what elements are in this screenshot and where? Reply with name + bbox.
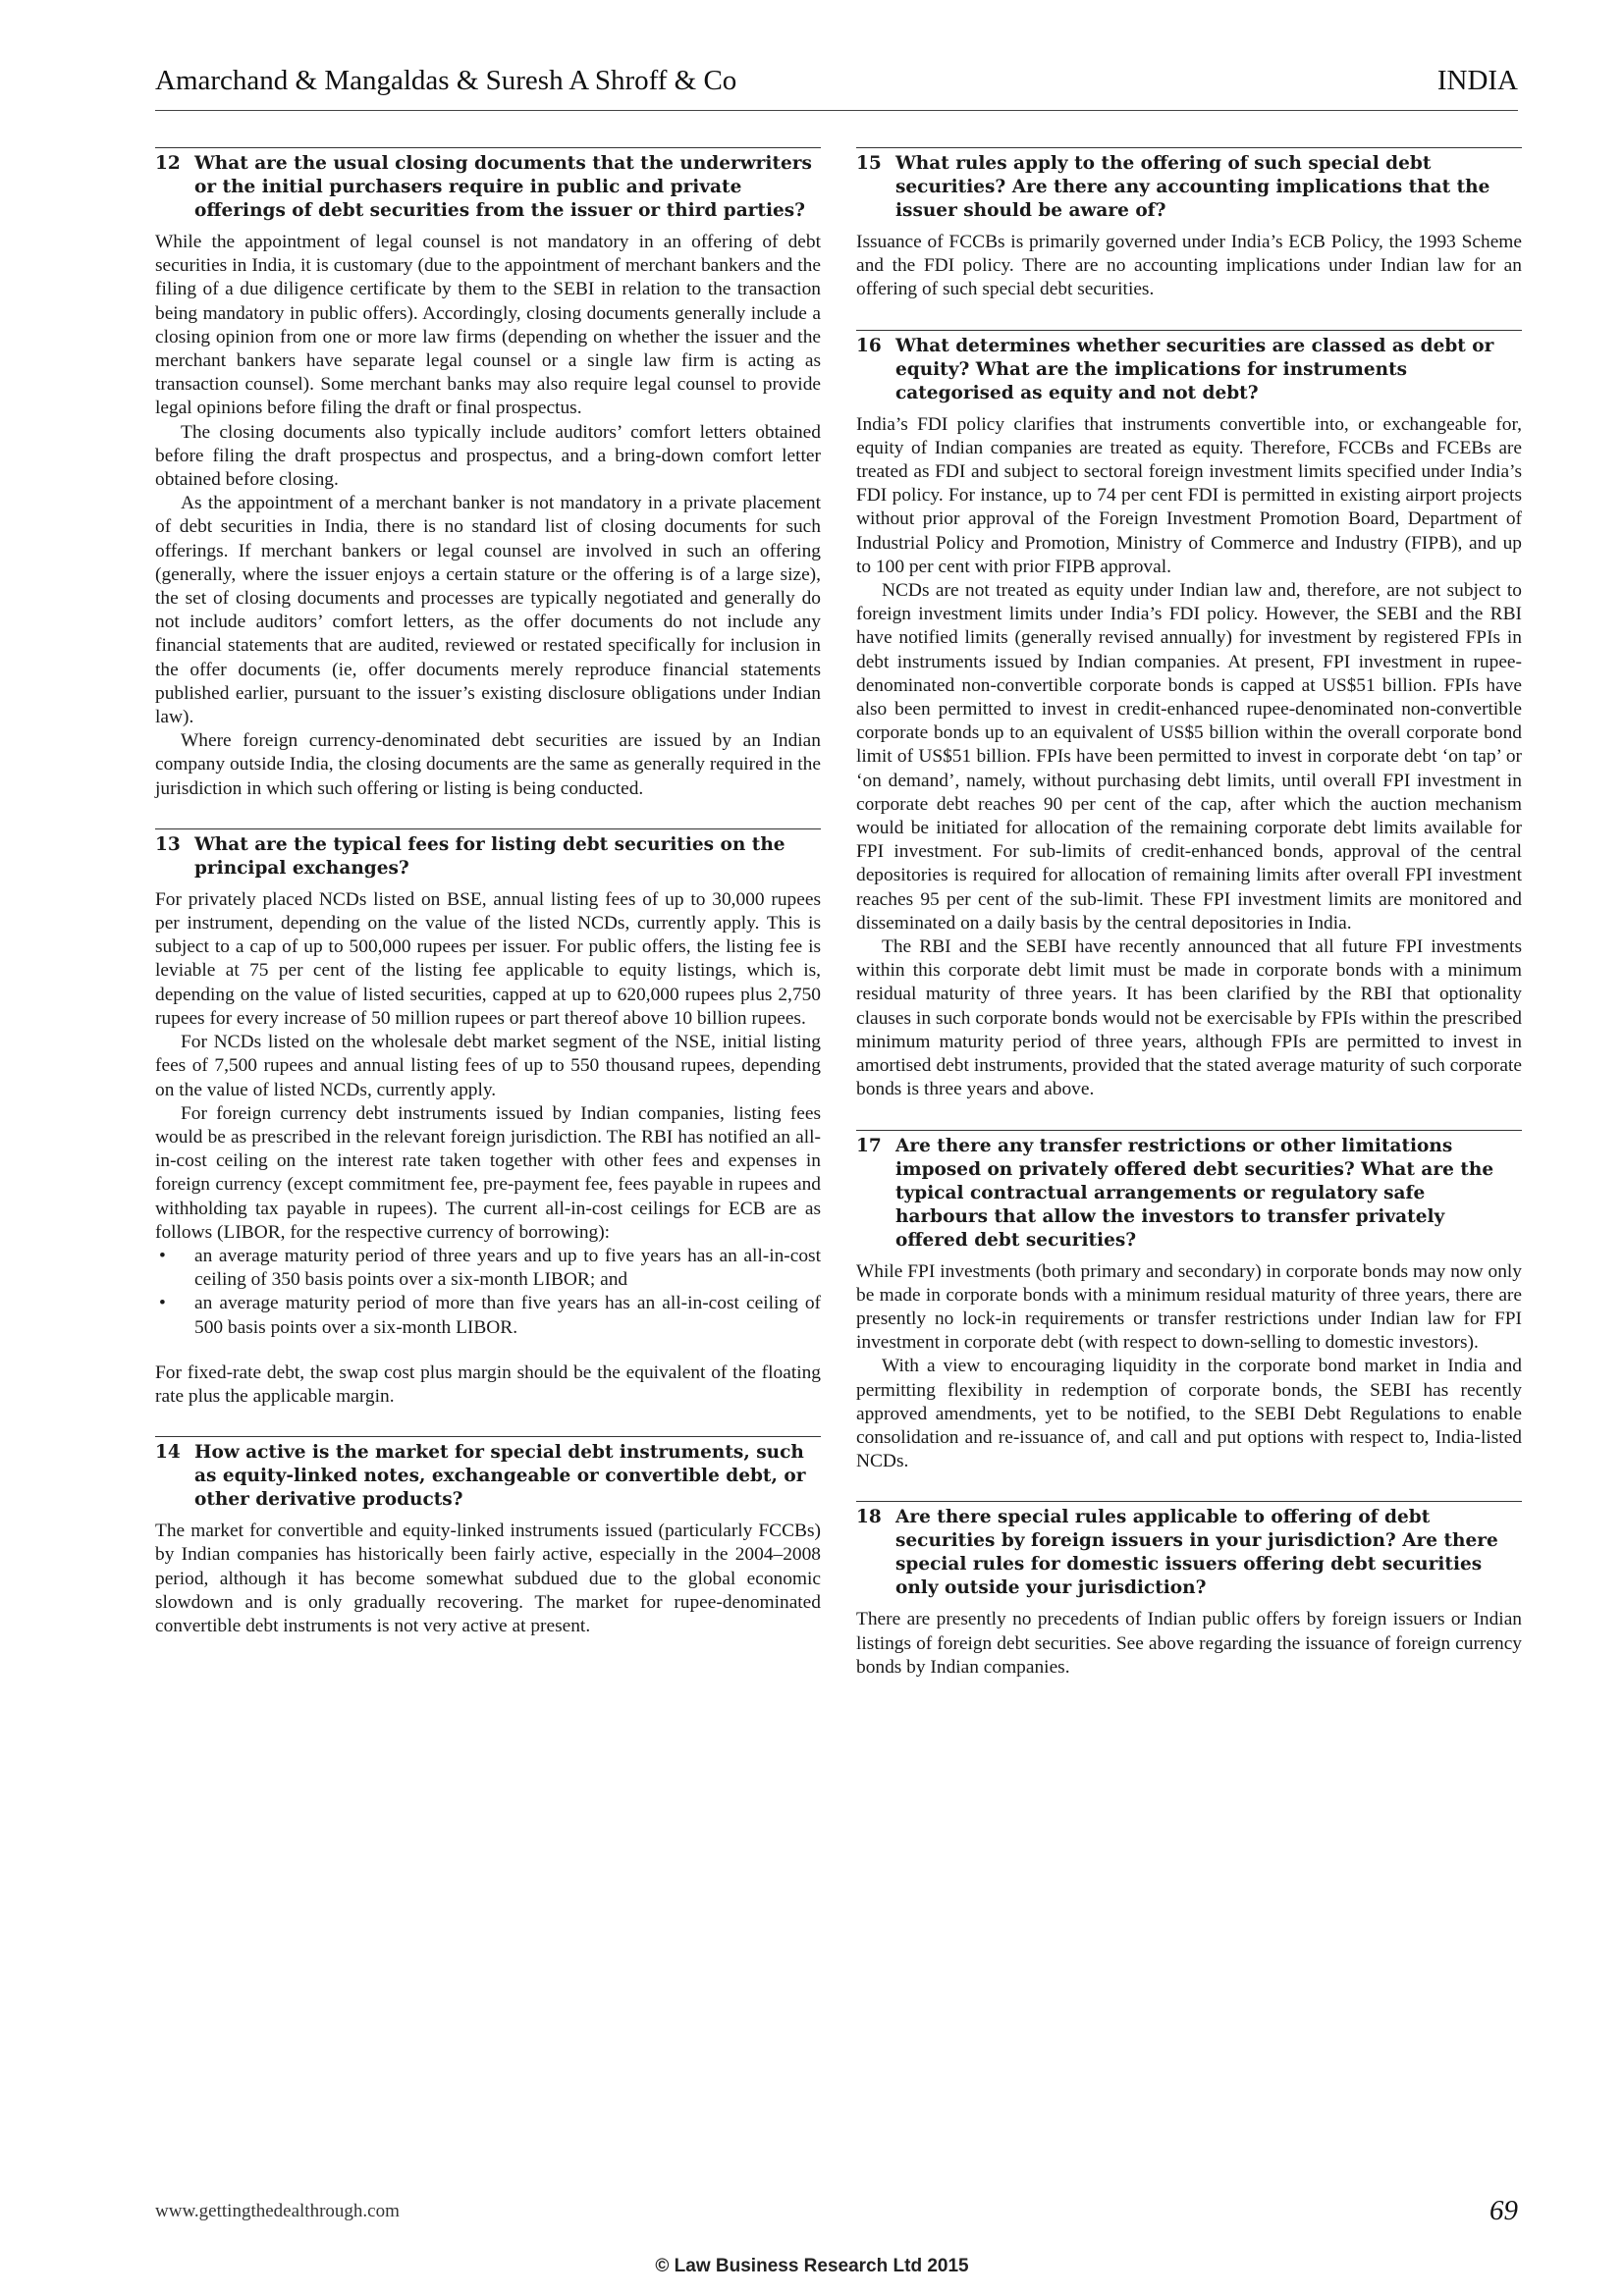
question-16 xyxy=(856,330,1522,1102)
bullet-icon: • xyxy=(159,1245,166,1266)
question-title: What are the typical fees for listing debt securities on the principal exchanges? xyxy=(194,833,785,879)
bullet-icon: • xyxy=(159,1293,166,1314)
answer xyxy=(155,888,821,1409)
paragraph: The RBI and the SEBI have recently announced that all future FPI investments within this corporate debt limit must be made in corporate bonds with a minimum residual maturity of three years. It has been clarified by the RBI that optionality clauses in such corporate bonds would not be exercisable by FPIs within the prescribed minimum maturity period of three years, although FPIs are permitted to invest in amortised debt instruments, provided that the stated average maturity of such corporate bonds is three years and above. xyxy=(856,936,1522,1100)
page-footer xyxy=(155,2195,1518,2234)
paragraph: With a view to encouraging liquidity in the corporate bond market in India and permitting flexibility in redemption of corporate bonds, the SEBI has recently approved amendments, yet to be notified, to the SEBI Debt Regulations to enable consolidation and re-issuance of, and call and put options with respect to, India-listed NCDs. xyxy=(856,1356,1522,1472)
paragraph: The closing documents also typically include auditors’ comfort letters obtained before filing the draft prospectus and prospectus, and a bring-down comfort letter obtained before closing. xyxy=(155,421,821,491)
paragraph: While FPI investments (both primary and secondary) in corporate bonds may now only be made in corporate bonds with a minimum residual maturity of three years, there are presently no lock-in requirements or transfer restrictions under Indian law for FPI investment in corporate debt (with respect to down-selling to domestic investors). xyxy=(856,1260,1522,1354)
paragraph: For privately placed NCDs listed on BSE, annual listing fees of up to 30,000 rupees per instrument, depending on the value of the listed NCDs, currently apply. This is subject to a cap of up to 500,000 rupees per issuer. For public offers, the listing fee is leviable at 75 per cent of the listing fee applicable to equity listings, which is, depending on the value of listed securities, capped at up to 620,000 rupees plus 2,750 rupees for every increase of 50 million rupees or part thereof above 10 billion rupees. xyxy=(155,888,821,1029)
question-18 xyxy=(856,1501,1522,1680)
answer xyxy=(155,1520,821,1638)
question-title: How active is the market for special debt instruments, such as equity-linked notes, exchangeable or convertible debt, or other derivative products? xyxy=(194,1442,806,1511)
page-number: 69 xyxy=(1489,2195,1518,2226)
paragraph: For NCDs listed on the wholesale debt market segment of the NSE, initial listing fees of 7,500 rupees and annual listing fees of up to 550 thousand rupees, depending on the value of listed NCDs, currently apply. xyxy=(155,1032,821,1100)
question-14 xyxy=(155,1436,821,1638)
question-number: 15 xyxy=(856,153,882,174)
bullet-list xyxy=(155,1245,821,1340)
answer xyxy=(856,1608,1522,1680)
question-title: Are there special rules applicable to offering of debt securities by foreign issuers in your jurisdiction? Are there special rules for domestic issuers offering debt securities only outside your jurisdiction? xyxy=(895,1507,1498,1599)
paragraph: The market for convertible and equity-linked instruments issued (particularly FCCBs) by Indian companies has historically been fairly active, especially in the 2004–2008 period, although it has become somewhat subdued due to the global economic slowdown and is only gradually recovering. The market for rupee-denominated convertible debt instruments is not very active at present. xyxy=(155,1521,821,1636)
page-header xyxy=(155,65,1518,116)
question-number: 16 xyxy=(856,335,882,356)
question-title: What rules apply to the offering of such special debt securities? Are there any accounting implications that the issuer should be aware of? xyxy=(895,153,1490,221)
question-15 xyxy=(856,147,1522,302)
question-number: 13 xyxy=(155,833,181,855)
copyright-notice: © Law Business Research Ltd 2015 xyxy=(655,2256,969,2276)
header-rule xyxy=(155,110,1518,111)
paragraph: For foreign currency debt instruments issued by Indian companies, listing fees would be as prescribed in the relevant foreign jurisdiction. The RBI has notified an all-in-cost ceiling on the interest rate taken together with other fees and expenses in foreign currency (except commitment fee, pre-payment fee, fees payable in rupees and withholding tax payable in rupees). The current all-in-cost ceilings for ECB are as follows (LIBOR, for the respective currency of borrowing): xyxy=(155,1102,821,1243)
paragraph: India’s FDI policy clarifies that instruments convertible into, or exchangeable for, equity of Indian companies are treated as equity. Therefore, FCCBs and FCEBs are treated as FDI and subject to sectoral foreign investment limits specified under India’s FDI policy. For instance, up to 74 per cent FDI is permitted in existing airport projects without prior approval of the Foreign Investment Promotion Board, Department of Industrial Policy and Promotion, Ministry of Commerce and Industry (FIPB), and up to 100 per cent with prior FIPB approval. xyxy=(856,413,1522,577)
question-number: 18 xyxy=(856,1507,882,1528)
paragraph: Where foreign currency-denominated debt securities are issued by an Indian company outside India, the closing documents are the same as generally required in the jurisdiction in which such offering or listing is being conducted. xyxy=(155,730,821,799)
question-number: 17 xyxy=(856,1135,882,1156)
firm-name: Amarchand & Mangaldas & Suresh A Shroff & Co xyxy=(155,65,737,96)
paragraph: NCDs are not treated as equity under Indian law and, therefore, are not subject to foreign investment limits under India’s FDI policy. However, the SEBI and the RBI have notified limits (generally revised annually) for investment by registered FPIs in debt instruments issued by Indian companies. At present, FPI investment in rupee-denominated non-convertible corporate bonds is capped at US$51 billion. FPIs have also been permitted to invest in credit-enhanced rupee-denominated non-convertible corporate bonds up to an equivalent of US$5 billion within the overall corporate bond limit of US$51 billion. FPIs have been permitted to invest in corporate debt ‘on tap’ or ‘on demand’, namely, without purchasing debt limits, until overall FPI investment in corporate debt reaches 90 per cent of the cap, after which the auction mechanism would be initiated for allocation of the remaining corporate debt limits available for FPI investment. For sub-limits of credit-enhanced bonds, approval of the central depositories is required for allocation of remaining limits after overall FPI investment reaches 95 per cent of the sub-limit. These FPI investment limits are monitored and disseminated on a daily basis by the central depositories in India. xyxy=(856,580,1522,934)
answer xyxy=(856,231,1522,302)
question-number: 12 xyxy=(155,153,181,174)
question-number: 14 xyxy=(155,1442,181,1464)
question-title: Are there any transfer restrictions or other limitations imposed on privately offered debt securities? What are the typical contractual arrangements or regulatory safe harbours that allow the investors to transfer privately offered debt securities? xyxy=(895,1135,1494,1251)
paragraph: As the appointment of a merchant banker is not mandatory in a private placement of debt securities in India, there is no standard list of closing documents for such offerings. If merchant bankers or legal counsel are involved in such an offering (generally, where the issuer enjoys a certain stature or the offering is of a large size), the set of closing documents and processes are typically negotiated and generally do not include auditors’ comfort letters, as the offer documents do not include any financial statements that are audited, reviewed or restated specifically for inclusion in the offer documents (ie, offer documents merely reproduce financial statements published earlier, pursuant to the issuer’s existing disclosure obligations under Indian law). xyxy=(155,493,821,728)
answer xyxy=(155,231,821,801)
paragraph: Issuance of FCCBs is primarily governed under India’s ECB Policy, the 1993 Scheme and the FDI policy. There are no accounting implications under Indian law for an offering of such special debt securities. xyxy=(856,232,1522,300)
website-link[interactable]: www.gettingthedealthrough.com xyxy=(155,2201,400,2221)
right-column xyxy=(856,147,1522,1707)
answer xyxy=(856,413,1522,1102)
question-12 xyxy=(155,147,821,801)
paragraph: There are presently no precedents of Indian public offers by foreign issuers or Indian listings of foreign debt securities. See above regarding the issuance of foreign currency bonds by Indian companies. xyxy=(856,1609,1522,1678)
answer xyxy=(856,1260,1522,1474)
question-17 xyxy=(856,1130,1522,1474)
paragraph: For fixed-rate debt, the swap cost plus margin should be the equivalent of the floating rate plus the applicable margin. xyxy=(155,1362,821,1407)
list-item: • an average maturity period of three years and up to five years has an all-in-cost ceiling of 350 basis points over a six-month LIBOR; and xyxy=(159,1245,821,1291)
country-label: INDIA xyxy=(1436,65,1518,96)
paragraph: While the appointment of legal counsel is not mandatory in an offering of debt securities in India, it is customary (due to the appointment of merchant bankers and the filing of a due diligence certificate by them to the SEBI in relation to the transaction being mandatory in public offers). Accordingly, closing documents generally include a closing opinion from one or more law firms (depending on whether the issuer and the merchant bankers have separate legal counsel or a single law firm is acting as transaction counsel). Some merchant banks may also require legal counsel to provide legal opinions before filing the draft or final prospectus. xyxy=(155,232,821,419)
question-title: What are the usual closing documents that the underwriters or the initial purchasers require in public and private offerings of debt securities from the issuer or third parties? xyxy=(194,153,812,221)
question-13 xyxy=(155,828,821,1409)
question-title: What determines whether securities are classed as debt or equity? What are the implications for instruments categorised as equity and not debt? xyxy=(895,335,1494,403)
list-item: • an average maturity period of more than five years has an all-in-cost ceiling of 500 basis points over a six-month LIBOR. xyxy=(159,1293,821,1338)
left-column xyxy=(155,147,821,1666)
